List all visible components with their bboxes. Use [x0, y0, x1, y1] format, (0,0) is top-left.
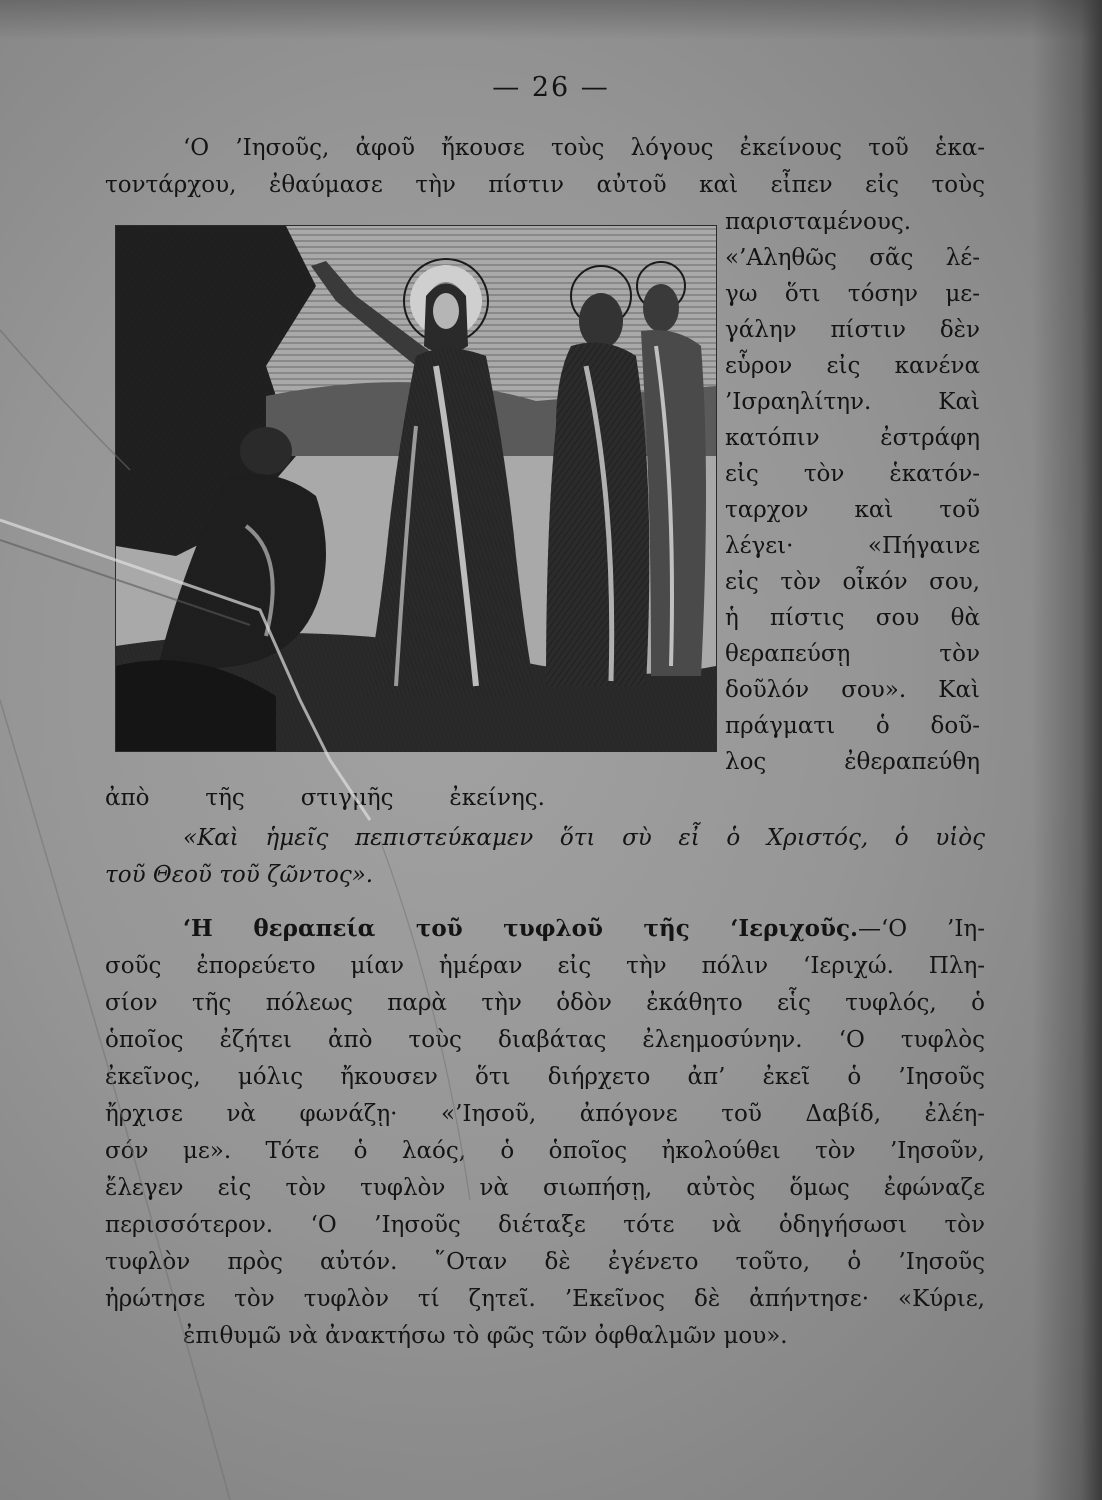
- side-line: εὗρον εἰς κανένα: [725, 353, 980, 379]
- side-line: κατόπιν ἐστράφη: [725, 425, 980, 451]
- section-line: περισσότερον. ‘Ο ’Ιησοῦς διέταξε τότε νὰ ὁδηγήσωσι τὸν: [105, 1212, 985, 1238]
- side-line: πράγματι ὁ δοῦ-: [725, 713, 980, 739]
- section-line: ὁποῖος ἐζήτει ἀπὸ τοὺς διαβάτας ἐλεημοσύνην. ‘Ο τυφλὸς: [105, 1027, 985, 1053]
- side-line: γάλην πίστιν δὲν: [725, 317, 980, 343]
- paragraph-line: τοντάρχου, ἐθαύμασε τὴν πίστιν αὐτοῦ καὶ εἶπεν εἰς τοὺς: [105, 172, 985, 198]
- section-line: ἐπιθυμῶ νὰ ἀνακτήσω τὸ φῶς τῶν ὀφθαλμῶν μου».: [183, 1323, 788, 1349]
- side-line: θεραπεύσῃ τὸν: [725, 641, 980, 667]
- paragraph-tail: ἀπὸ τῆς στιγμῆς ἐκείνης.: [105, 785, 545, 811]
- side-line: λος ἐθεραπεύθη: [725, 749, 980, 775]
- side-line: γω ὅτι τόσην με-: [725, 281, 980, 307]
- side-line: «’Αληθῶς σᾶς λέ-: [725, 245, 980, 271]
- engraving-illustration: [115, 225, 717, 752]
- side-line: λέγει· «Πήγαινε: [725, 533, 980, 559]
- page-number: — 26 —: [492, 72, 610, 103]
- quote-line: «Καὶ ἡμεῖς πεπιστεύκαμεν ὅτι σὺ εἶ ὁ Χριστός, ὁ υἱὸς: [183, 825, 985, 851]
- section-line: σοῦς ἐπορεύετο μίαν ἡμέραν εἰς τὴν πόλιν ‘Ιεριχώ. Πλη-: [105, 953, 985, 979]
- side-line: δοῦλόν σου». Καὶ: [725, 677, 980, 703]
- section-line: ἔλεγεν εἰς τὸν τυφλὸν νὰ σιωπήσῃ, αὐτὸς ὅμως ἐφώναζε: [105, 1175, 985, 1201]
- side-line: ἡ πίστις σου θὰ: [725, 605, 980, 631]
- section-line: σόν με». Τότε ὁ λαός, ὁ ὁποῖος ἠκολούθει τὸν ’Ιησοῦν,: [105, 1138, 985, 1164]
- section-line: σίον τῆς πόλεως παρὰ τὴν ὁδὸν ἐκάθητο εἷς τυφλός, ὁ: [105, 990, 985, 1016]
- section-heading: ‘Η θεραπεία τοῦ τυφλοῦ τῆς ‘Ιεριχοῦς.: [183, 915, 858, 942]
- engraving-picture: [116, 226, 716, 751]
- section-line: τυφλὸν πρὸς αὐτόν. ῞Οταν δὲ ἐγένετο τοῦτο, ὁ ’Ιησοῦς: [105, 1249, 985, 1275]
- page-shadow-right: [1032, 0, 1102, 1500]
- side-line: ταρχον καὶ τοῦ: [725, 497, 980, 523]
- section-line: ἤρχισε νὰ φωνάζῃ· «’Ιησοῦ, ἀπόγονε τοῦ Δαβίδ, ἐλέη-: [105, 1101, 985, 1127]
- side-line: εἰς τὸν ἑκατόν-: [725, 461, 980, 487]
- page-shadow-top: [0, 0, 1102, 40]
- side-line: παρισταμένους.: [725, 209, 912, 235]
- section-heading-line: [105, 910, 985, 948]
- section-line: ἐκεῖνος, μόλις ἤκουσεν ὅτι διήρχετο ἀπ’ ἐκεῖ ὁ ’Ιησοῦς: [105, 1064, 985, 1090]
- section-heading-continuation: —‘Ο ’Ιη-: [857, 916, 985, 942]
- paragraph-line: ‘Ο ’Ιησοῦς, ἀφοῦ ἤκουσε τοὺς λόγους ἐκείνους τοῦ ἑκα-: [183, 135, 985, 161]
- quote-line: τοῦ Θεοῦ τοῦ ζῶντος».: [105, 862, 374, 888]
- side-line: ’Ισραηλίτην. Καὶ: [725, 389, 980, 415]
- section-line: ἠρώτησε τὸν τυφλὸν τί ζητεῖ. ’Εκεῖνος δὲ ἀπήντησε· «Κύριε,: [105, 1286, 985, 1312]
- side-line: εἰς τὸν οἶκόν σου,: [725, 569, 980, 595]
